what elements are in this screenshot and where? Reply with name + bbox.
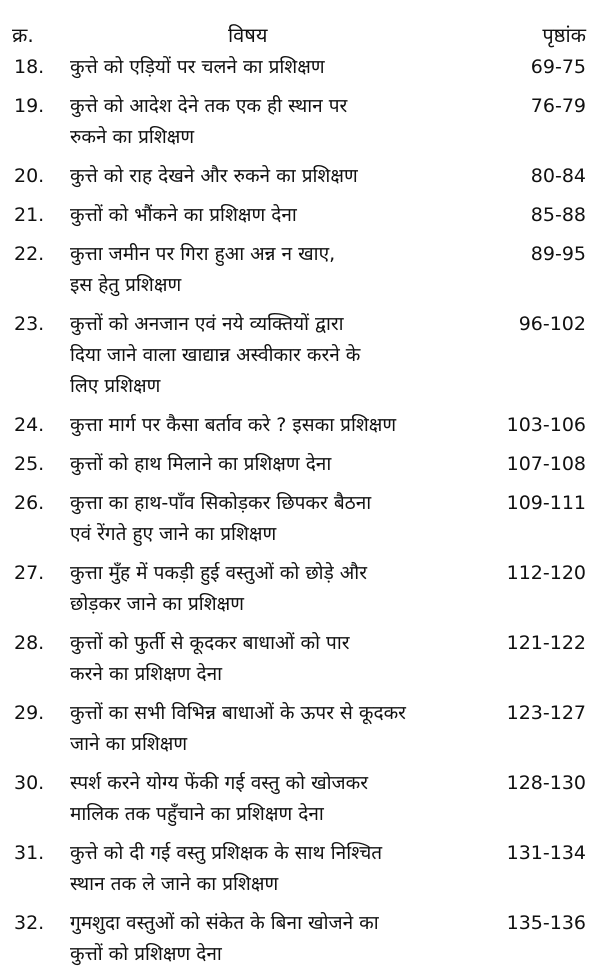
row-page-range: 96-102 (518, 313, 586, 335)
row-subject-line: कुत्ते को एड़ियों पर चलने का प्रशिक्षण (70, 56, 325, 78)
row-subject-line: लिए प्रशिक्षण (70, 375, 161, 397)
row-subject-line: कुत्तों का सभी विभिन्न बाधाओं के ऊपर से कूदकर (70, 702, 406, 724)
row-subject-line: कुत्तों को भौंकने का प्रशिक्षण देना (70, 204, 297, 226)
row-serial-number: 28. (14, 632, 45, 654)
row-page-range: 112-120 (506, 562, 586, 584)
row-serial-number: 32. (14, 912, 45, 934)
row-page-range: 131-134 (506, 842, 586, 864)
row-page-range: 109-111 (506, 492, 586, 514)
contents-row (0, 161, 600, 192)
row-subject (70, 838, 480, 900)
contents-row (0, 908, 600, 970)
row-subject (70, 768, 480, 830)
row-subject-line: एवं रेंगते हुए जाने का प्रशिक्षण (70, 523, 277, 545)
row-subject (70, 52, 480, 83)
row-page-range: 103-106 (506, 414, 586, 436)
row-subject (70, 488, 480, 550)
row-page-range: 107-108 (506, 453, 586, 475)
row-serial-number: 26. (14, 492, 45, 514)
contents-list (0, 52, 600, 978)
row-subject-line: कुत्ते को राह देखने और रुकने का प्रशिक्षण (70, 165, 358, 187)
row-subject-line: कुत्ता का हाथ-पाँव सिकोड़कर छिपकर बैठना (70, 492, 372, 514)
row-subject (70, 558, 480, 620)
row-page-range: 80-84 (530, 165, 586, 187)
row-subject-line: कुत्तों को फुर्ती से कूदकर बाधाओं को पार (70, 632, 350, 654)
contents-row (0, 410, 600, 441)
row-page-range: 121-122 (506, 632, 586, 654)
row-subject-line: करने का प्रशिक्षण देना (70, 663, 223, 685)
row-subject (70, 449, 480, 480)
row-serial-number: 21. (14, 204, 45, 226)
header-page-number: पृष्ठांक (542, 23, 586, 47)
row-subject (70, 200, 480, 231)
row-subject (70, 161, 480, 192)
row-serial-number: 30. (14, 772, 45, 794)
row-subject-line: कुत्तों को प्रशिक्षण देना (70, 943, 222, 965)
row-subject (70, 698, 480, 760)
contents-row (0, 558, 600, 620)
row-page-range: 128-130 (506, 772, 586, 794)
row-serial-number: 27. (14, 562, 45, 584)
row-serial-number: 25. (14, 453, 45, 475)
row-subject-line: कुत्ता मुँह में पकड़ी हुई वस्तुओं को छोड़े और (70, 562, 367, 584)
table-header (0, 18, 600, 52)
header-subject: विषय (228, 23, 268, 47)
contents-row (0, 239, 600, 301)
row-page-range: 89-95 (530, 243, 586, 265)
row-subject-line: स्पर्श करने योग्य फेंकी गई वस्तु को खोजकर (70, 772, 368, 794)
row-serial-number: 22. (14, 243, 45, 265)
contents-row (0, 838, 600, 900)
contents-row (0, 200, 600, 231)
row-serial-number: 31. (14, 842, 45, 864)
contents-row (0, 628, 600, 690)
contents-row (0, 309, 600, 402)
row-subject (70, 239, 480, 301)
row-serial-number: 24. (14, 414, 45, 436)
row-subject-line: कुत्ते को आदेश देने तक एक ही स्थान पर (70, 95, 348, 117)
row-subject (70, 309, 480, 402)
row-page-range: 85-88 (530, 204, 586, 226)
row-page-range: 76-79 (530, 95, 586, 117)
row-subject-line: गुमशुदा वस्तुओं को संकेत के बिना खोजने का (70, 912, 379, 934)
row-serial-number: 29. (14, 702, 45, 724)
row-serial-number: 20. (14, 165, 45, 187)
row-subject (70, 908, 480, 970)
contents-row (0, 488, 600, 550)
contents-row (0, 449, 600, 480)
contents-row (0, 698, 600, 760)
row-subject-line: कुत्तों को अनजान एवं नये व्यक्तियों द्वारा (70, 313, 344, 335)
contents-row (0, 91, 600, 153)
header-serial-number: क्र. (12, 23, 34, 47)
row-subject-line: कुत्ता मार्ग पर कैसा बर्ताव करे ? इसका प्रशिक्षण (70, 414, 397, 436)
row-subject (70, 628, 480, 690)
row-page-range: 123-127 (506, 702, 586, 724)
row-page-range: 135-136 (506, 912, 586, 934)
row-subject (70, 410, 480, 441)
row-subject-line: स्थान तक ले जाने का प्रशिक्षण (70, 873, 279, 895)
row-serial-number: 19. (14, 95, 45, 117)
row-subject-line: कुत्ते को दी गई वस्तु प्रशिक्षक के साथ निश्चित (70, 842, 383, 864)
row-serial-number: 18. (14, 56, 45, 78)
row-subject-line: छोड़कर जाने का प्रशिक्षण (70, 593, 244, 615)
row-subject-line: दिया जाने वाला खाद्यान्न अस्वीकार करने के (70, 344, 361, 366)
row-subject-line: मालिक तक पहुँचाने का प्रशिक्षण देना (70, 803, 324, 825)
row-serial-number: 23. (14, 313, 45, 335)
contents-row (0, 52, 600, 83)
row-subject-line: कुत्ता जमीन पर गिरा हुआ अन्न न खाए, (70, 243, 336, 265)
row-subject (70, 91, 480, 153)
row-subject-line: रुकने का प्रशिक्षण (70, 126, 195, 148)
row-subject-line: जाने का प्रशिक्षण (70, 733, 188, 755)
row-subject-line: कुत्तों को हाथ मिलाने का प्रशिक्षण देना (70, 453, 332, 475)
contents-row (0, 768, 600, 830)
row-page-range: 69-75 (530, 56, 586, 78)
row-subject-line: इस हेतु प्रशिक्षण (70, 274, 182, 296)
